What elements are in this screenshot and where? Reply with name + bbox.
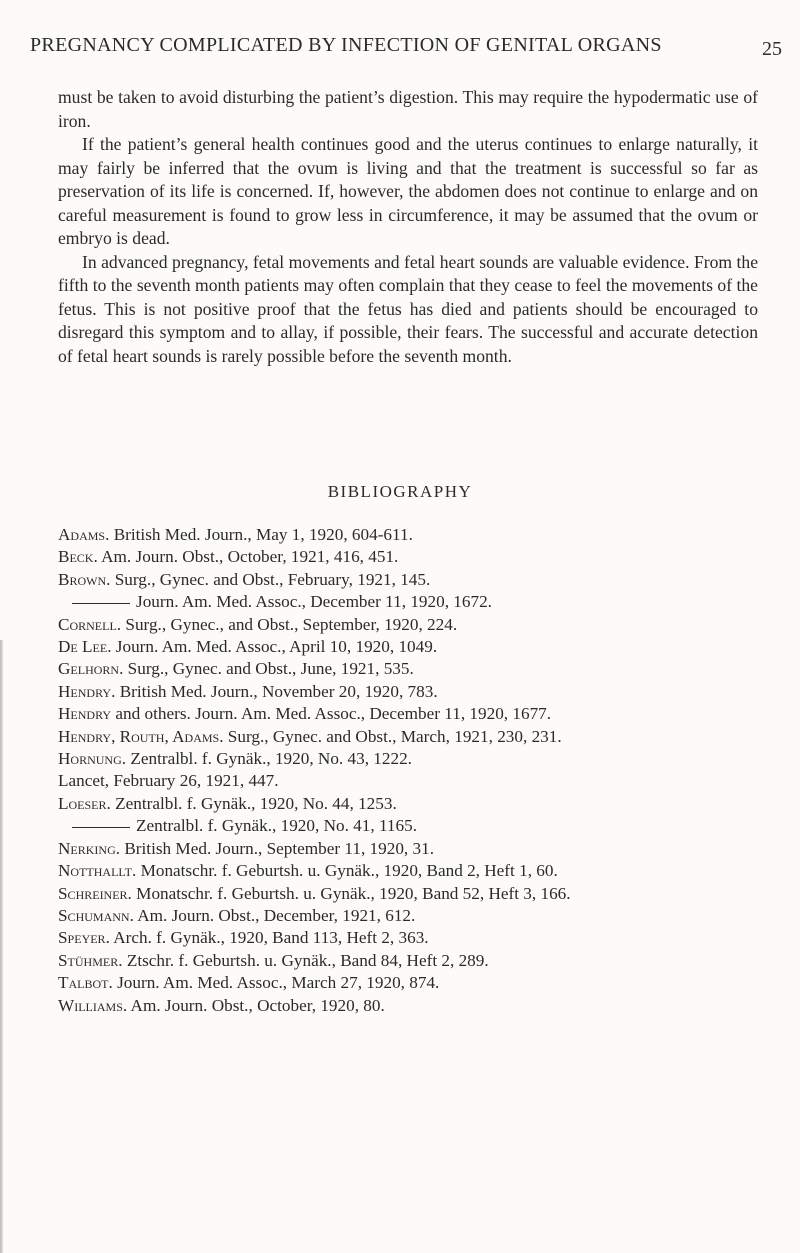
bib-entry — [58, 614, 798, 636]
ditto-dash — [72, 603, 130, 604]
page-number: 25 — [762, 38, 782, 60]
paragraph: In advanced pregnancy, fetal movements and fetal heart sounds are valuable evidence. From the fifth to the seventh month patients may often complain that they cease to feel the movements of the fetus. This is not positive proof that the fetus has died and patients should be encouraged to disregard this symptom and to allay, if possible, their fears. The successful and accurate detection of fetal heart sounds is rarely possible before the seventh month. — [58, 251, 758, 366]
bib-ref: Surg., Gynec. and Obst., February, 1921, 145. — [114, 569, 431, 589]
bib-ref: Zentralbl. f. Gynäk., 1920, No. 43, 1222. — [130, 749, 412, 769]
bib-ref: Am. Journ. Obst., December, 1921, 612. — [137, 905, 416, 925]
bib-ref: Surg., Gynec. and Obst., June, 1921, 535. — [127, 659, 414, 679]
bibliography-heading: BIBLIOGRAPHY — [327, 482, 473, 501]
bib-ref: British Med. Journ., September 11, 1920, 31. — [124, 838, 435, 858]
bib-ref: Surg., Gynec. and Obst., March, 1921, 230, 231. — [227, 726, 562, 746]
bib-entry — [58, 860, 798, 882]
bib-author: Brown. — [58, 569, 111, 589]
bib-ref: Monatschr. f. Geburtsh. u. Gynäk., 1920, Band 2, Heft 1, 60. — [140, 861, 558, 881]
bib-entry — [58, 569, 798, 591]
bib-author: Nerking. — [58, 838, 121, 858]
bib-author: Adams. — [58, 525, 110, 544]
bib-entry — [58, 658, 798, 680]
bib-entry — [58, 972, 798, 994]
bib-entry — [58, 770, 798, 792]
bib-entry — [58, 815, 798, 837]
bib-author: Notthallt. — [58, 861, 137, 881]
bib-entry — [58, 524, 798, 546]
bib-ref: British Med. Journ., November 20, 1920, 783. — [119, 681, 438, 701]
bib-author: Schumann. — [58, 905, 134, 925]
bib-entry — [58, 636, 798, 658]
bib-author: Schreiner. — [58, 883, 132, 903]
bib-author: Hornung. — [58, 749, 127, 769]
paragraph: must be taken to avoid disturbing the patient’s digestion. This may require the hypodermatic use of iron. — [58, 87, 758, 131]
bib-author: Talbot. — [58, 973, 113, 993]
bib-entry — [58, 905, 798, 927]
bib-author: Hendry — [58, 704, 112, 724]
bib-author: Gelhorn. — [58, 659, 124, 679]
bib-author: Hendry. — [58, 681, 116, 701]
ditto-dash — [72, 827, 130, 828]
paragraph: If the patient’s general health continues good and the uterus continues to enlarge naturally, it may fairly be inferred that the ovum is living and that the treatment is successful so far as preservation of its life is concerned. If, however, the abdomen does not continue to enlarge and on careful measurement is found to grow less in circumference, it may be assumed that the ovum or embryo is dead. — [58, 134, 758, 248]
bib-author: Cornell. — [58, 614, 122, 634]
bib-ref: Surg., Gynec., and Obst., September, 1920, 224. — [125, 614, 458, 634]
bib-entry — [58, 681, 798, 703]
bib-entry — [58, 793, 798, 815]
bib-entry — [58, 883, 798, 905]
bib-entry — [58, 995, 798, 1017]
bib-ref: Ztschr. f. Geburtsh. u. Gynäk., Band 84, Heft 2, 289. — [126, 950, 489, 970]
bib-ref: Monatschr. f. Geburtsh. u. Gynäk., 1920, Band 52, Heft 3, 166. — [136, 883, 571, 903]
bib-author: Stühmer. — [58, 950, 123, 970]
page-header — [30, 34, 782, 64]
bib-entry — [58, 703, 798, 725]
bib-author: Loeser. — [58, 793, 111, 813]
bib-ref: Arch. f. Gynäk., 1920, Band 113, Heft 2, 363. — [113, 928, 429, 948]
bib-entry — [58, 748, 798, 770]
bib-ref: British Med. Journ., May 1, 1920, 604-611. — [113, 525, 413, 544]
bib-ref: Am. Journ. Obst., October, 1921, 416, 451. — [101, 547, 399, 567]
bib-author: De Lee. — [58, 637, 112, 657]
running-head: PREGNANCY COMPLICATED BY INFECTION OF GENITAL ORGANS — [30, 34, 662, 56]
bib-entry — [58, 838, 798, 860]
bib-ref: Zentralbl. f. Gynäk., 1920, No. 41, 1165. — [136, 816, 418, 836]
bibliography-list — [58, 524, 798, 1017]
bib-author: Williams. — [58, 995, 128, 1015]
bib-author: Speyer. — [58, 928, 110, 948]
bib-author: Hendry, Routh, Adams. — [58, 726, 224, 746]
bib-entry — [58, 726, 798, 748]
bib-ref: Journ. Am. Med. Assoc., March 27, 1920, 874. — [117, 973, 440, 993]
bib-ref: Journ. Am. Med. Assoc., December 11, 1920, 1672. — [136, 592, 492, 612]
bib-author: Beck. — [58, 547, 98, 567]
bib-ref: Zentralbl. f. Gynäk., 1920, No. 44, 1253. — [115, 793, 397, 813]
bib-entry — [58, 546, 798, 568]
bib-entry — [58, 950, 798, 972]
bib-ref: Am. Journ. Obst., October, 1920, 80. — [130, 995, 385, 1015]
bib-ref: Lancet, February 26, 1921, 447. — [58, 771, 279, 791]
bib-ref: Journ. Am. Med. Assoc., April 10, 1920, 1049. — [115, 637, 438, 657]
bib-entry — [58, 591, 798, 613]
scan-edge-shadow — [0, 640, 3, 1253]
bib-ref: and others. Journ. Am. Med. Assoc., December 11, 1920, 1677. — [115, 704, 552, 724]
bib-entry — [58, 927, 798, 949]
body-text — [58, 86, 758, 368]
